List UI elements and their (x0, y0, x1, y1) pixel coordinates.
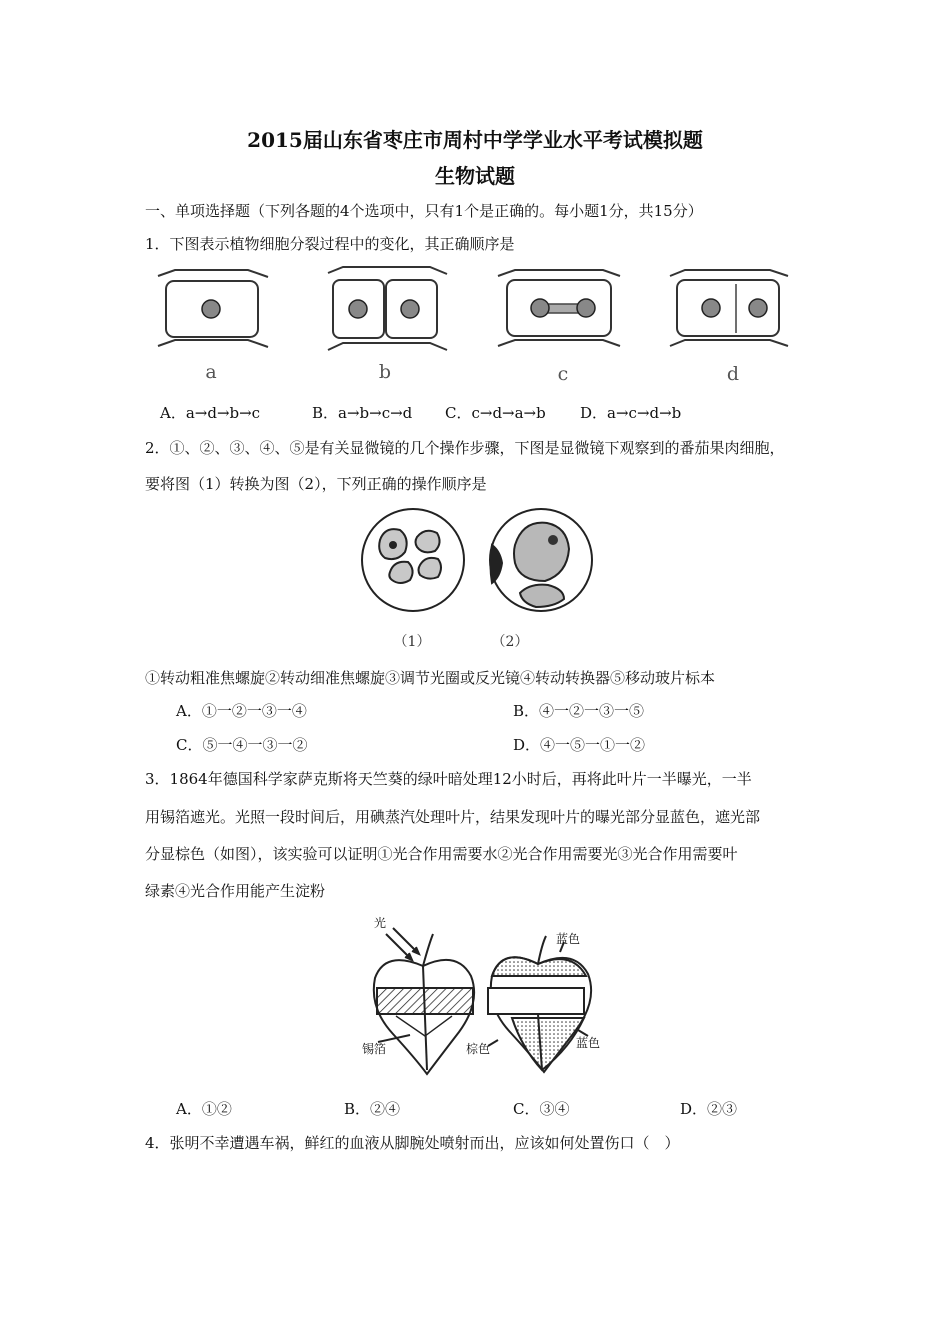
page-subtitle: 生物试题 (435, 164, 515, 188)
q3-option-b[interactable]: B．②④ (344, 1100, 401, 1118)
section-heading: 一、单项选择题（下列各题的4个选项中，只有1个是正确的。每小题1分，共15分） (145, 202, 703, 220)
left-leaf-stem (423, 934, 433, 966)
q1-option-a[interactable]: A．a→d→b→c (160, 404, 261, 422)
q3-stem-line2: 用锡箔遮光。光照一段时间后，用碘蒸汽处理叶片，结果发现叶片的曝光部分显蓝色，遮光部 (145, 808, 761, 826)
q3-label-blue-bottom: 蓝色 (576, 1036, 601, 1050)
q2-stem-line1: 2．①、②、③、④、⑤是有关显微镜的几个操作步骤，下图是显微镜下观察到的番茄果肉细胞， (145, 439, 785, 457)
q3-stem-line4: 绿素④光合作用能产生淀粉 (145, 882, 326, 900)
q2-label-2: （2） (491, 634, 529, 650)
q4-stem: 4．张明不幸遭遇车祸，鲜红的血液从脚腕处喷射而出，应该如何处置伤口（ ） (145, 1134, 680, 1152)
q3-option-c[interactable]: C．③④ (513, 1100, 570, 1118)
q1-option-c[interactable]: C．c→d→a→b (445, 404, 546, 422)
q3-label-blue-top: 蓝色 (556, 932, 581, 946)
q3-label-light: 光 (374, 916, 387, 930)
q2-steps: ①转动粗准焦螺旋②转动细准焦螺旋③调节光圈或反光镜④转动转换器⑤移动玻片标本 (145, 669, 716, 687)
q3-option-d[interactable]: D．②③ (680, 1100, 738, 1118)
q2-label-1: （1） (393, 634, 431, 650)
q2-option-b[interactable]: B．④一②一③一⑤ (513, 702, 645, 720)
page-title: 2015届山东省枣庄市周村中学学业水平考试模拟题 (247, 128, 703, 152)
tin-foil (377, 988, 473, 1014)
q3-stem-line3: 分显棕色（如图），该实验可以证明①光合作用需要水②光合作用需要光③光合作用需要叶 (145, 845, 738, 863)
q2-option-c[interactable]: C．⑤一④一③一② (176, 736, 308, 754)
q1-label-b: b (378, 361, 392, 383)
q1-stem: 1．下图表示植物细胞分裂过程中的变化，其正确顺序是 (145, 235, 515, 253)
q1-label-c: c (557, 363, 569, 385)
q2-option-d[interactable]: D．④一⑤一①一② (513, 736, 646, 754)
q2-option-a[interactable]: A．①一②一③一④ (176, 702, 307, 720)
q1-option-d[interactable]: D．a→c→d→b (580, 404, 682, 422)
right-leaf-bottom-region (512, 1018, 584, 1070)
q1-option-b[interactable]: B．a→b→c→d (312, 404, 413, 422)
right-leaf-stem (538, 936, 546, 964)
covered-band (488, 988, 584, 1014)
q1-label-a: a (205, 361, 217, 383)
q3-label-foil: 锡箔 (362, 1042, 387, 1056)
q3-stem-line1: 3．1864年德国科学家萨克斯将天竺葵的绿叶暗处理12小时后，再将此叶片一半曝光，一半 (145, 770, 752, 788)
q3-label-brown: 棕色 (466, 1042, 491, 1056)
q1-label-d: d (726, 363, 740, 385)
q2-stem-line2: 要将图（1）转换为图（2），下列正确的操作顺序是 (145, 475, 487, 493)
q3-option-a[interactable]: A．①② (176, 1100, 232, 1118)
